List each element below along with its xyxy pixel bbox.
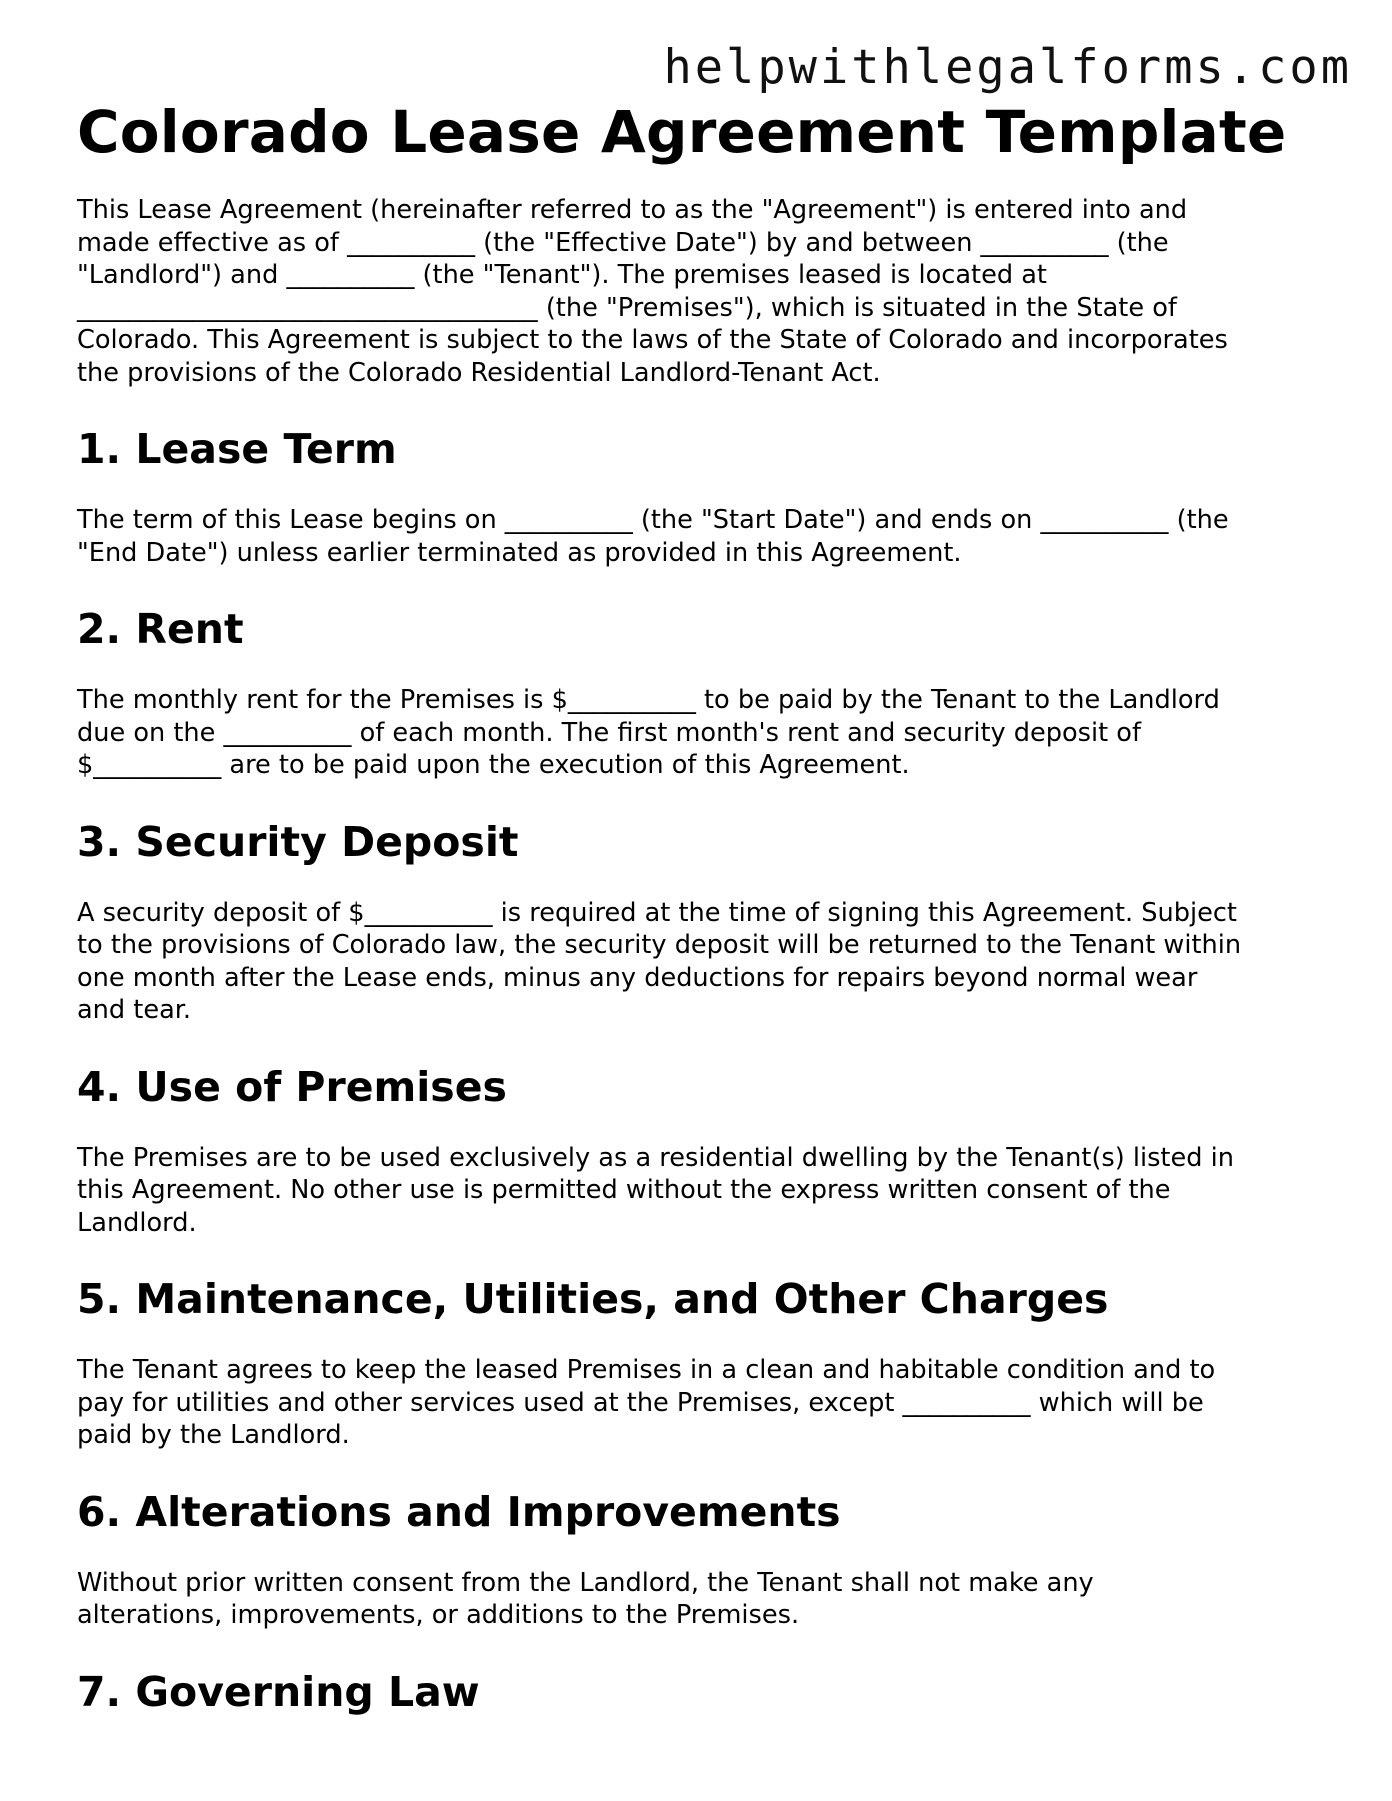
- section-body-use-of-premises: The Premises are to be used exclusively as a residential dwelling by the Tenant(s) listed in this Agreement. No other use is permitted without the express written consent of the Landlord.: [77, 1142, 1234, 1238]
- section-heading-lease-term: 1. Lease Term: [77, 425, 397, 473]
- section-body-security-deposit: A security deposit of $__________ is required at the time of signing this Agreement. Subject to the provisions of Colorado law, the security deposit will be returned to the Tenant within one month after the Lease ends, minus any deductions for repairs beyond normal wear and tear.: [77, 897, 1242, 1025]
- site-watermark: helpwithlegalforms.com: [663, 40, 1352, 95]
- section-body-rent: The monthly rent for the Premises is $__________ to be paid by the Tenant to the Landlord due on the __________ of each month. The first month's rent and security deposit of $__________ are to be paid upon the execution of this Agreement.: [77, 685, 1220, 780]
- intro-paragraph: This Lease Agreement (hereinafter referred to as the "Agreement") is entered into and made effective as of __________ (the "Effective Date") by and between __________ (the "Landlord") and __________ (the "Tenant"). The premises leased is located at ____________________________________ (the "Premises"), which is situated in the State of Colorado. This Agreement is subject to the laws of the State of Colorado and incorporates the provisions of the Colorado Residential Landlord-Tenant Act.: [77, 195, 1228, 388]
- section-heading-use-of-premises: 4. Use of Premises: [77, 1062, 507, 1111]
- section-heading-governing-law: 7. Governing Law: [77, 1667, 480, 1716]
- section-heading-security-deposit: 3. Security Deposit: [77, 817, 519, 866]
- section-heading-alterations: 6. Alterations and Improvements: [77, 1487, 841, 1536]
- section-body-alterations: Without prior written consent from the Landlord, the Tenant shall not make any alterations, improvements, or additions to the Premises.: [77, 1567, 1094, 1630]
- section-heading-maintenance: 5. Maintenance, Utilities, and Other Charges: [77, 1275, 1109, 1323]
- section-body-maintenance: The Tenant agrees to keep the leased Premises in a clean and habitable condition and to pay for utilities and other services used at the Premises, except __________ which will be paid by the Landlord.: [77, 1355, 1216, 1450]
- section-body-lease-term: The term of this Lease begins on __________ (the "Start Date") and ends on __________ (the "End Date") unless earlier terminated as provided in this Agreement.: [77, 505, 1229, 568]
- document-content: [77, 92, 1337, 1747]
- section-heading-rent: 2. Rent: [77, 605, 244, 653]
- document-title: Colorado Lease Agreement Template: [77, 98, 1287, 166]
